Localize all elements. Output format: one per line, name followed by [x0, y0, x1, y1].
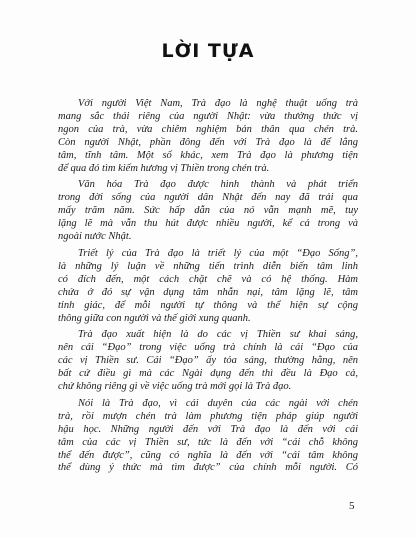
text-line: là những lý luận về những tiến trình diễn biến tâm linh [58, 260, 358, 272]
text-line: lặng lẽ mà vẫn thu hút được nhiều người, kể cả trong và [58, 218, 358, 230]
text-line: Còn người Nhật, phần đông đến với Trà đạo là để lắng [58, 136, 358, 148]
text-line: tâm của các vị Thiền sư, tức là đến với “cái chỗ không [58, 436, 358, 448]
paragraph-4 [58, 329, 358, 394]
text-line: chứ không riêng gì về việc uống trà mới gọi là Trà đạo. [58, 381, 292, 393]
page-number: 5 [349, 500, 355, 512]
text-line: có đích đến, một cách chặt chẽ và có hệ thống. Hàm [58, 273, 358, 285]
text-line: Triết lý của Trà đạo là triết lý của một “Đạo Sống”, [78, 247, 358, 259]
text-line: để qua đó tìm kiếm hương vị Thiền trong chén trà. [58, 162, 270, 174]
text-line: trong đời sống của người dân Nhật đến nay đã trải qua [58, 192, 358, 204]
paragraph-3 [58, 248, 358, 325]
paragraph-1 [58, 98, 358, 175]
paragraph-5 [58, 398, 358, 475]
text-line: trà, rồi mượn chén trà làm phương tiện pháp giúp người [58, 410, 358, 422]
body-text [58, 98, 358, 479]
paragraph-2 [58, 179, 358, 244]
text-line: Nói là Trà đạo, vì cái duyên của các ngài với chén [78, 397, 358, 409]
text-line: thể dùng ý thức mà tìm được” của chính mỗi người. Có [58, 462, 358, 474]
text-line: chứa ở đó sự vận dụng tâm nhẫn nại, tâm lặng lẽ, tâm [58, 286, 358, 298]
text-line: ngoài nước Nhật. [58, 231, 132, 243]
text-line: thể đến được”, cũng có nghĩa là đến với “cái tâm không [58, 449, 358, 461]
text-line: nên cái “Đạo” trong việc uống trà chính là cái “Đạo của [58, 342, 358, 354]
text-line: Với người Việt Nam, Trà đạo là nghệ thuật uống trà [78, 98, 358, 109]
text-line: Trà đạo xuất hiện là do các vị Thiền sư khai sáng, [78, 329, 358, 341]
text-line: thông giữa con người và thế giới xung quanh. [58, 312, 251, 324]
text-line: tâm, tĩnh tâm. Một số khác, xem Trà đạo là phương tiện [58, 149, 358, 161]
text-line: bất cứ điều gì mà các Ngài dụng đến thì đều là Đạo cả, [58, 368, 358, 380]
text-line: tỉnh giác, để mỗi người tự thông và thể hiện sự cộng [58, 299, 358, 311]
text-line: mấy trăm năm. Sức hấp dẫn của nó vẫn mạnh mẽ, tuy [58, 205, 358, 217]
text-line: hậu học. Những người đến với Trà đạo là đến với cái [58, 423, 358, 435]
text-line: các vị Thiền sư. Cái “Đạo” ấy tỏa sáng, thường hằng, nên [58, 355, 358, 367]
text-line: ngon của trà, vừa chiêm nghiệm bản thân qua chén trà. [58, 123, 358, 135]
page-title: LỜI TỰA [161, 40, 255, 62]
text-line: mang sắc thái riêng của người Nhật: vừa thưởng thức vị [58, 110, 358, 122]
text-line: Văn hóa Trà đạo được hình thành và phát triển [78, 179, 358, 191]
